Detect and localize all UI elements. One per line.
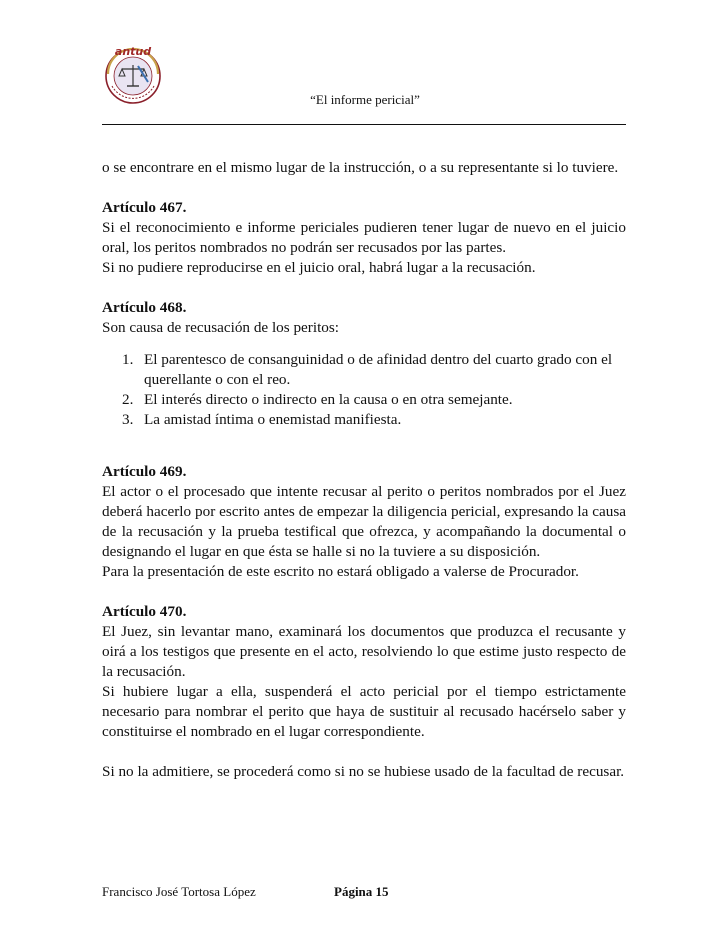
article-heading: Artículo 469.: [102, 463, 187, 480]
recusation-causes-list: [102, 350, 626, 430]
article-468: [102, 298, 626, 430]
article-heading: Artículo 470.: [102, 603, 187, 620]
article-467: [102, 198, 626, 278]
article-closing-text: Si no la admitiere, se procederá como si no se hubiese usado de la facultad de recusar.: [102, 763, 625, 780]
list-item: [122, 390, 626, 410]
article-text: Si no pudiere reproducirse en el juicio oral, habrá lugar a la recusación.: [102, 259, 536, 276]
intro-paragraph: o se encontrare en el mismo lugar de la instrucción, o a su representante si lo tuviere.: [102, 159, 619, 176]
article-text: Si el reconocimiento e informe periciales pudieren tener lugar de nuevo en el juicio oral, los peritos nombrados no podrán ser recusados por las partes.: [102, 219, 626, 256]
list-number: 1.: [122, 351, 134, 368]
list-number: 2.: [122, 391, 134, 408]
list-item-text: El interés directo o indirecto en la causa o en otra semejante.: [144, 391, 513, 408]
list-item-text: El parentesco de consanguinidad o de afinidad dentro del cuarto grado con el querellante o con el reo.: [144, 351, 613, 388]
article-heading: Artículo 467.: [102, 199, 187, 216]
article-text: El Juez, sin levantar mano, examinará los documentos que produzca el recusante y oirá a los testigos que presente en el acto, resolviendo lo que estime justo respecto de la recusación.: [102, 623, 626, 680]
running-header-title: “El informe pericial”: [310, 92, 420, 107]
article-469: [102, 462, 626, 582]
footer-author: Francisco José Tortosa López: [102, 884, 256, 899]
header-divider: [102, 124, 626, 125]
list-item: [122, 410, 626, 430]
list-item: [122, 350, 626, 390]
page-number: Página 15: [334, 884, 389, 899]
article-heading: Artículo 468.: [102, 299, 187, 316]
body-content: [102, 158, 626, 782]
article-text: Si hubiere lugar a ella, suspenderá el acto pericial por el tiempo estrictamente necesario para nombrar el perito que haya de sustituir al recusado hacérselo saber y constituirse el nombrado en el lugar correspondiente.: [102, 683, 626, 740]
svg-text:antud: antud: [114, 45, 152, 58]
article-text: Para la presentación de este escrito no estará obligado a valerse de Procurador.: [102, 563, 579, 580]
list-number: 3.: [122, 411, 134, 428]
article-text: Son causa de recusación de los peritos:: [102, 319, 340, 336]
list-item-text: La amistad íntima o enemistad manifiesta.: [144, 411, 402, 428]
article-text: El actor o el procesado que intente recusar al perito o peritos nombrados por el Juez deberá hacerlo por escrito antes de empezar la diligencia pericial, expresando la causa de la recusación y la prueba testifical que ofrezca, y acompañando la documental o designando el lugar en que ésta se halle si no la tuviere a su disposición.: [102, 483, 626, 560]
article-470: [102, 602, 626, 782]
